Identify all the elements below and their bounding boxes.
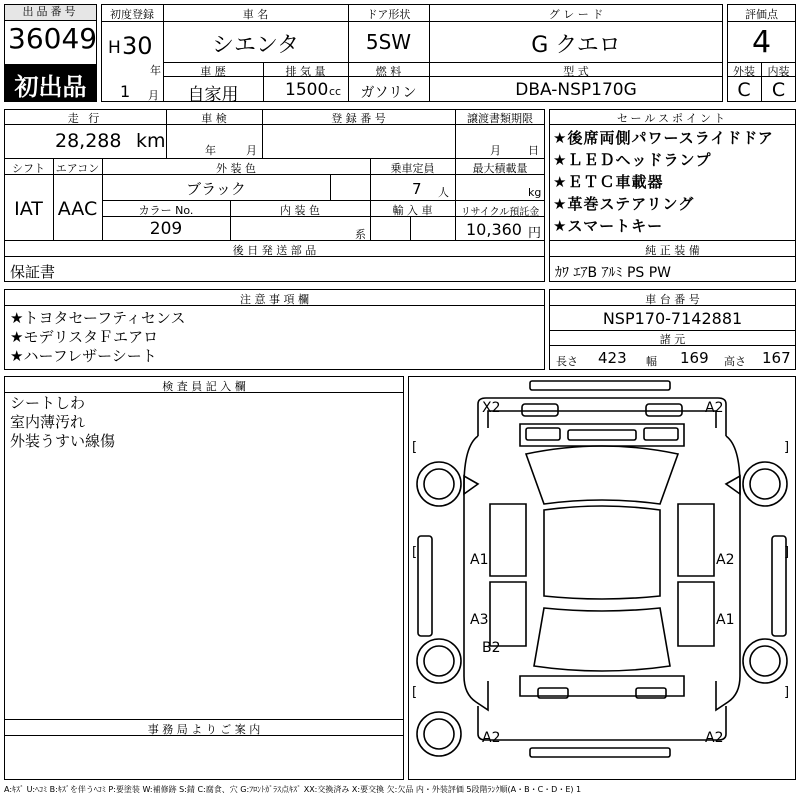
- caution-item: ★モデリスタＦエアロ: [10, 328, 159, 346]
- color: ブラック: [186, 180, 246, 198]
- fuel-label: 燃 料: [375, 65, 402, 78]
- displacement-unit: cc: [329, 85, 342, 98]
- mileage: 28,288: [55, 130, 122, 152]
- sales-point: ★後席両側パワースライドドア: [553, 129, 774, 147]
- ac-label: エアコン: [55, 162, 100, 175]
- followup-label: 後 日 発 送 部 品: [232, 244, 317, 257]
- legend: A:ｷｽﾞ U:ﾍｺﾐ B:ｷｽﾞを伴うﾍｺﾐ P:要塗装 W:補修跡 S:錆 C:腐食、穴 G:ﾌﾛﾝﾄｶﾞﾗｽ点ｷｽﾞ XX:交換済み X:要交換 欠:欠品 内・外装評価 5段階ﾗﾝｸ順(A・B・C・D・E) 1: [4, 785, 582, 794]
- exterior-label: 外装: [733, 65, 755, 78]
- color-no: 209: [149, 219, 183, 239]
- color-label: 外 装 色: [216, 162, 256, 175]
- caution-list: [10, 309, 185, 366]
- length: 423: [598, 349, 627, 367]
- car-name-label: 車 名: [242, 8, 269, 21]
- capacity: 7: [412, 180, 422, 198]
- caution-item: ★トヨタセーフティセンス: [10, 309, 186, 327]
- sales-points-label: セールスポイント: [616, 112, 728, 125]
- interior-label: 内装: [767, 65, 790, 78]
- office-label: 事 務 局 よ り ご 案 内: [147, 723, 261, 736]
- dims-label: 諸 元: [659, 333, 686, 346]
- damage-front-right: A2: [705, 400, 724, 416]
- transfer-label: 譲渡書類期限: [467, 112, 533, 125]
- insp-year-unit: 年: [205, 144, 216, 157]
- recycle: 10,360: [466, 220, 522, 239]
- transfer-month-unit: 月: [490, 144, 501, 157]
- height-label: 高さ: [724, 355, 746, 368]
- shift-label: シフト: [12, 162, 45, 175]
- equipment: ｶﾜ ｴｱB ｱﾙﾐ PS PW: [555, 265, 672, 281]
- shift: IAT: [14, 198, 43, 220]
- grade: G クエロ: [531, 33, 621, 58]
- recycle-label: リサイクル預託金: [460, 207, 540, 218]
- car-outline-diagram: [408, 376, 796, 780]
- width-label: 幅: [646, 355, 657, 368]
- recycle-unit: 円: [528, 226, 542, 241]
- door-label: ドア形状: [366, 8, 411, 21]
- insp-month-unit: 月: [246, 144, 257, 157]
- import-label: 輸 入 車: [392, 204, 433, 217]
- displacement: 1500: [285, 80, 329, 100]
- load-label: 最大積載量: [472, 162, 528, 175]
- bracket-right-mid: ]: [784, 545, 790, 560]
- length-label: 長さ: [556, 355, 578, 368]
- transfer-day-unit: 日: [528, 144, 539, 157]
- damage-rear-left: A2: [482, 730, 501, 746]
- history: 自家用: [187, 85, 239, 105]
- inspector-notes: [10, 394, 115, 451]
- sales-point: ★革巻ステアリング: [553, 195, 695, 213]
- sales-point: ★スマートキー: [553, 217, 664, 235]
- model-label: 型 式: [563, 65, 589, 78]
- inspector-note: シートしわ: [10, 394, 86, 412]
- color-no-label: カラー No.: [138, 204, 194, 217]
- height: 167: [762, 349, 791, 367]
- interior-score: C: [771, 79, 786, 101]
- sales-point: ★ＬＥＤヘッドランプ: [553, 151, 712, 169]
- displacement-label: 排 気 量: [285, 65, 326, 78]
- fuel: ガソリン: [360, 85, 417, 101]
- era: H: [108, 38, 121, 58]
- bracket-left-front: [: [412, 440, 418, 455]
- door-type: 5SW: [365, 30, 412, 54]
- bracket-right-front: ]: [784, 440, 790, 455]
- followup: 保証書: [10, 263, 56, 281]
- year-unit: 年: [150, 64, 161, 77]
- score-label: 評価点: [745, 8, 778, 21]
- model: DBA-NSP170G: [515, 80, 637, 100]
- first-reg-label: 初度登録: [110, 8, 154, 21]
- lot-number-label: 出品番号: [4, 4, 97, 21]
- mileage-label: 走 行: [67, 112, 103, 125]
- month-unit: 月: [148, 89, 159, 102]
- inspector-note: 室内薄汚れ: [10, 413, 86, 431]
- score: 4: [751, 25, 772, 60]
- damage-front-left: X2: [482, 400, 501, 416]
- bracket-left-rear: [: [412, 685, 418, 700]
- ac: AAC: [57, 198, 98, 220]
- bracket-right-rear: ]: [784, 685, 790, 700]
- damage-right-rear-door: A1: [716, 612, 735, 628]
- interior-color-label: 内 装 色: [280, 204, 320, 217]
- chassis-label: 車 台 番 号: [645, 293, 700, 306]
- inspector-label: 検 査 員 記 入 欄: [162, 380, 246, 393]
- first-listing-text: 初出品: [14, 73, 87, 101]
- reg-month: 1: [120, 82, 131, 101]
- caution-label: 注 意 事 項 欄: [240, 293, 309, 306]
- load-unit: kg: [528, 186, 542, 199]
- damage-left-front-door: A1: [470, 552, 489, 568]
- width: 169: [680, 349, 709, 367]
- grade-label: グ レ ー ド: [548, 8, 604, 21]
- car-name: シエンタ: [211, 33, 300, 58]
- sales-points-list: [553, 127, 774, 237]
- equipment-label: 純 正 装 備: [645, 244, 700, 257]
- bracket-left-mid: [: [412, 545, 418, 560]
- inspector-note: 外装うすい線傷: [10, 432, 116, 450]
- history-label: 車 歴: [200, 65, 226, 78]
- capacity-unit: 人: [438, 186, 449, 199]
- reg-year: 30: [122, 32, 153, 60]
- mileage-unit: km: [136, 130, 166, 152]
- capacity-label: 乗車定員: [390, 162, 435, 175]
- caution-item: ★ハーフレザーシート: [10, 347, 157, 365]
- exterior-score: C: [737, 79, 751, 101]
- damage-rear-right: A2: [705, 730, 724, 746]
- lot-number: 36049: [8, 22, 98, 55]
- inspection-label: 車 検: [201, 112, 227, 125]
- damage-left-rear-door: A3: [470, 612, 489, 628]
- sales-point: ★ＥＴＣ車載器: [553, 173, 664, 191]
- damage-left-rear-quarter: B2: [482, 640, 501, 656]
- reg-number-label: 登 録 番 号: [331, 112, 386, 125]
- chassis-number: NSP170-7142881: [602, 309, 743, 328]
- damage-right-front-door: A2: [716, 552, 735, 568]
- interior-color-unit: 系: [355, 228, 366, 241]
